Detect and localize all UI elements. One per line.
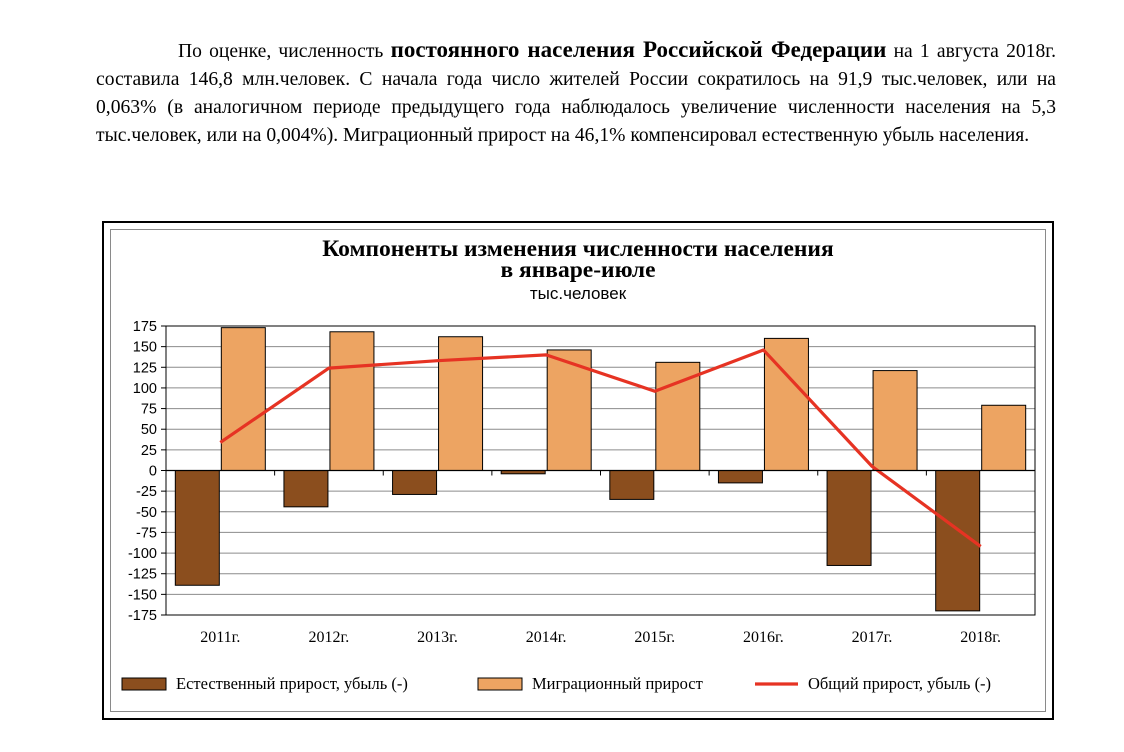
x-tick-label: 2011г. [200,629,241,646]
bar-natural [393,471,437,495]
bar-natural [610,471,654,500]
legend-label-migration: Миграционный прирост [532,674,703,693]
chart-legend [122,674,991,693]
intro-emphasis: постоянного населения Российской Федерации [390,37,887,62]
legend-swatch-natural [122,678,166,690]
y-tick-label: -100 [127,546,157,563]
bar-migration [439,337,483,471]
x-tick-label: 2016г. [743,629,784,646]
bar-migration [982,405,1026,470]
bar-natural [718,471,762,483]
y-tick-label: -75 [136,525,157,542]
y-tick-label: 75 [140,401,157,418]
bar-migration [873,371,917,471]
bar-natural [284,471,328,507]
y-tick-label: 100 [132,380,157,397]
legend-swatch-migration [478,678,522,690]
bar-migration [656,362,700,470]
x-tick-label: 2013г. [417,629,458,646]
intro-body: на 1 августа 2018г. составила 146,8 млн.человек. С начала года число жителей России сократилось на 91,9 тыс.человек, или на 0,063% (в аналогичном периоде предыдущего года наблюдалось увеличение численности населения на 5,3 тыс.человек, или на 0,004%). Миграционный прирост на 46,1% компенсировал естественную убыль населения. [96,41,1056,146]
bar-migration [330,332,374,471]
chart-title-line2: в январе-июле [500,257,656,283]
x-tick-label: 2014г. [525,629,567,646]
x-tick-label: 2012г. [308,629,350,646]
intro-lead: По оценке, численность [178,41,384,62]
y-tick-label: 175 [132,319,157,335]
bar-natural [827,471,871,566]
y-tick-label: -125 [127,566,157,583]
y-tick-label: 50 [140,422,157,439]
x-tick-label: 2017г. [851,629,893,646]
chart-title: Компоненты изменения численности населения [322,236,834,262]
y-tick-label: 125 [132,360,157,377]
chart-bars [175,328,1025,611]
chart-axes [161,326,1035,615]
y-tick-label: -50 [136,504,157,521]
y-tick-label: 25 [140,442,157,459]
y-tick-label: 150 [132,339,157,356]
bar-natural [175,471,219,586]
x-tick-label: 2018г. [960,629,1002,646]
y-tick-label: -150 [127,587,157,604]
y-tick-label: 0 [148,463,157,480]
bar-migration [221,328,265,471]
x-tick-label: 2015г. [634,629,676,646]
legend-label-natural: Естественный прирост, убыль (-) [176,674,408,693]
y-tick-label: -175 [127,608,157,624]
legend-label-total: Общий прирост, убыль (-) [808,674,992,693]
chart-subtitle: тыс.человек [529,284,627,303]
y-tick-label: -25 [136,484,157,501]
